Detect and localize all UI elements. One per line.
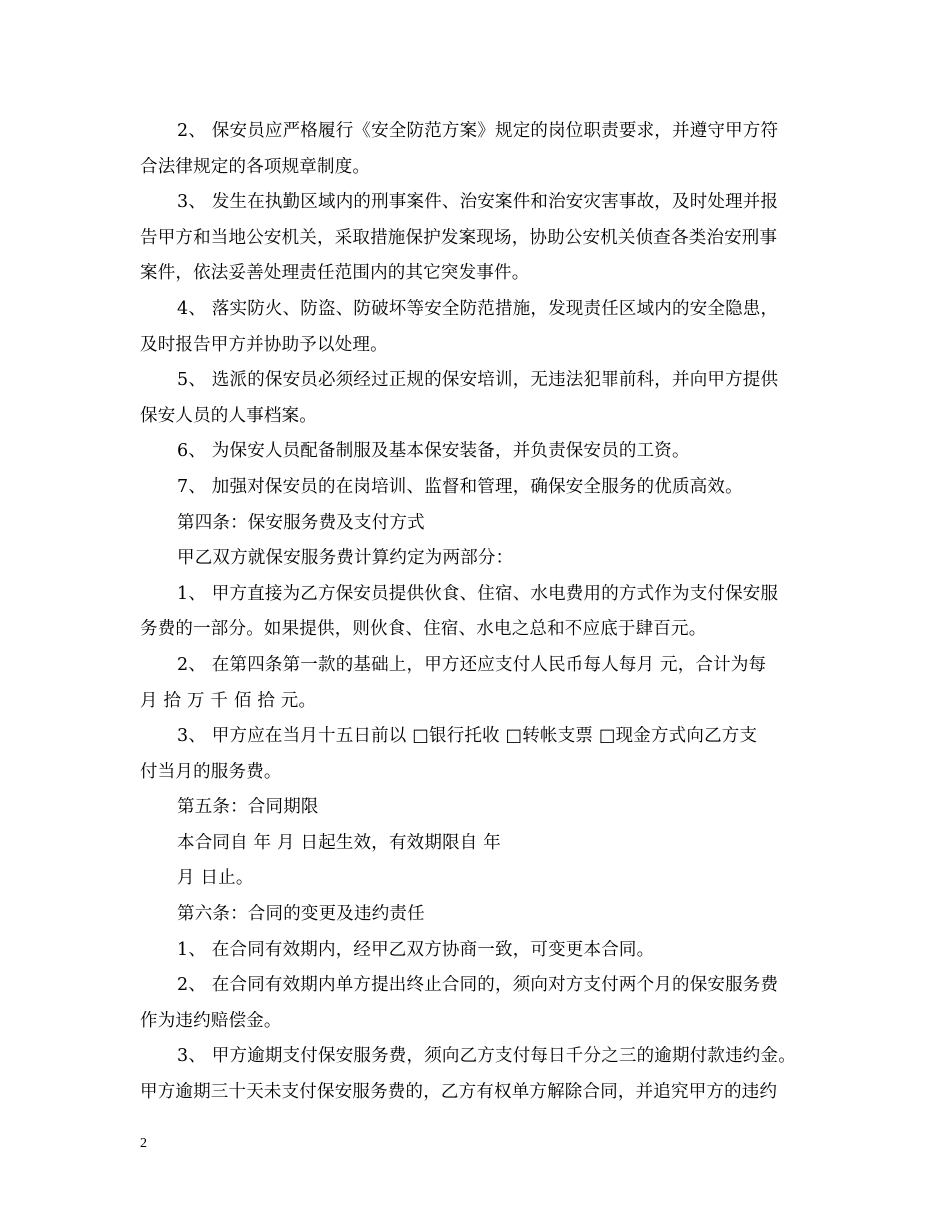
text-line: 甲乙双方就保安服务费计算约定为两部分： bbox=[177, 548, 514, 569]
text-line: 2、 在合同有效期内单方提出终止合同的，须向对方支付两个月的保安服务费 bbox=[177, 975, 779, 996]
text-line: 甲方逾期三十天未支付保安服务费的，乙方有权单方解除合同，并追究甲方的违约 bbox=[140, 1082, 778, 1103]
text-line: 务费的一部分。如果提供，则伙食、住宿、水电之总和不应底于肆百元。 bbox=[140, 619, 707, 640]
page-number: 2 bbox=[140, 1136, 147, 1151]
text-line: 月 日止。 bbox=[177, 868, 254, 889]
text-line: 保安人员的人事档案。 bbox=[140, 405, 317, 426]
text-line: 5、 选派的保安员必须经过正规的保安培训，无违法犯罪前科，并向甲方提供 bbox=[177, 370, 779, 391]
text-line: 6、 为保安人员配备制服及基本保安装备，并负责保安员的工资。 bbox=[177, 441, 690, 462]
text-line: 3、 甲方应在当月十五日前以 □银行托收 □转帐支票 □现金方式向乙方支 bbox=[177, 726, 758, 747]
text-line: 告甲方和当地公安机关，采取措施保护发案现场，协助公安机关侦查各类治安刑事 bbox=[140, 227, 778, 248]
document-body bbox=[140, 114, 830, 1111]
text-line: 及时报告甲方并协助予以处理。 bbox=[140, 334, 388, 355]
text-line: 2、 在第四条第一款的基础上，甲方还应支付人民币每人每月 元，合计为每 bbox=[177, 654, 767, 675]
text-line: 合法律规定的各项规章制度。 bbox=[140, 156, 371, 177]
text-line: 7、 加强对保安员的在岗培训、监督和管理，确保安全服务的优质高效。 bbox=[177, 476, 743, 497]
text-line: 作为违约赔偿金。 bbox=[140, 1010, 282, 1031]
text-line: 1、 甲方直接为乙方保安员提供伙食、住宿、水电费用的方式作为支付保安服 bbox=[177, 583, 779, 604]
text-line: 3、 甲方逾期支付保安服务费，须向乙方支付每日千分之三的逾期付款违约金。 bbox=[177, 1046, 796, 1067]
text-line: 月 拾 万 千 佰 拾 元。 bbox=[140, 690, 317, 711]
text-line: 第四条：保安服务费及支付方式 bbox=[177, 512, 425, 533]
text-line: 2、 保安员应严格履行《安全防范方案》规定的岗位职责要求，并遵守甲方符 bbox=[177, 121, 779, 141]
text-line: 付当月的服务费。 bbox=[140, 761, 282, 782]
text-line: 1、 在合同有效期内，经甲乙双方协商一致，可变更本合同。 bbox=[177, 939, 655, 960]
text-line: 4、 落实防火、防盗、防破坏等安全防范措施，发现责任区域内的安全隐患， bbox=[177, 298, 779, 319]
text-line: 案件，依法妥善处理责任范围内的其它突发事件。 bbox=[140, 263, 530, 284]
text-line: 第六条：合同的变更及违约责任 bbox=[177, 904, 425, 925]
text-line: 3、 发生在执勤区域内的刑事案件、治安案件和治安灾害事故，及时处理并报 bbox=[177, 192, 779, 213]
text-line: 本合同自 年 月 日起生效，有效期限自 年 bbox=[177, 832, 501, 853]
text-line: 第五条：合同期限 bbox=[177, 797, 319, 818]
